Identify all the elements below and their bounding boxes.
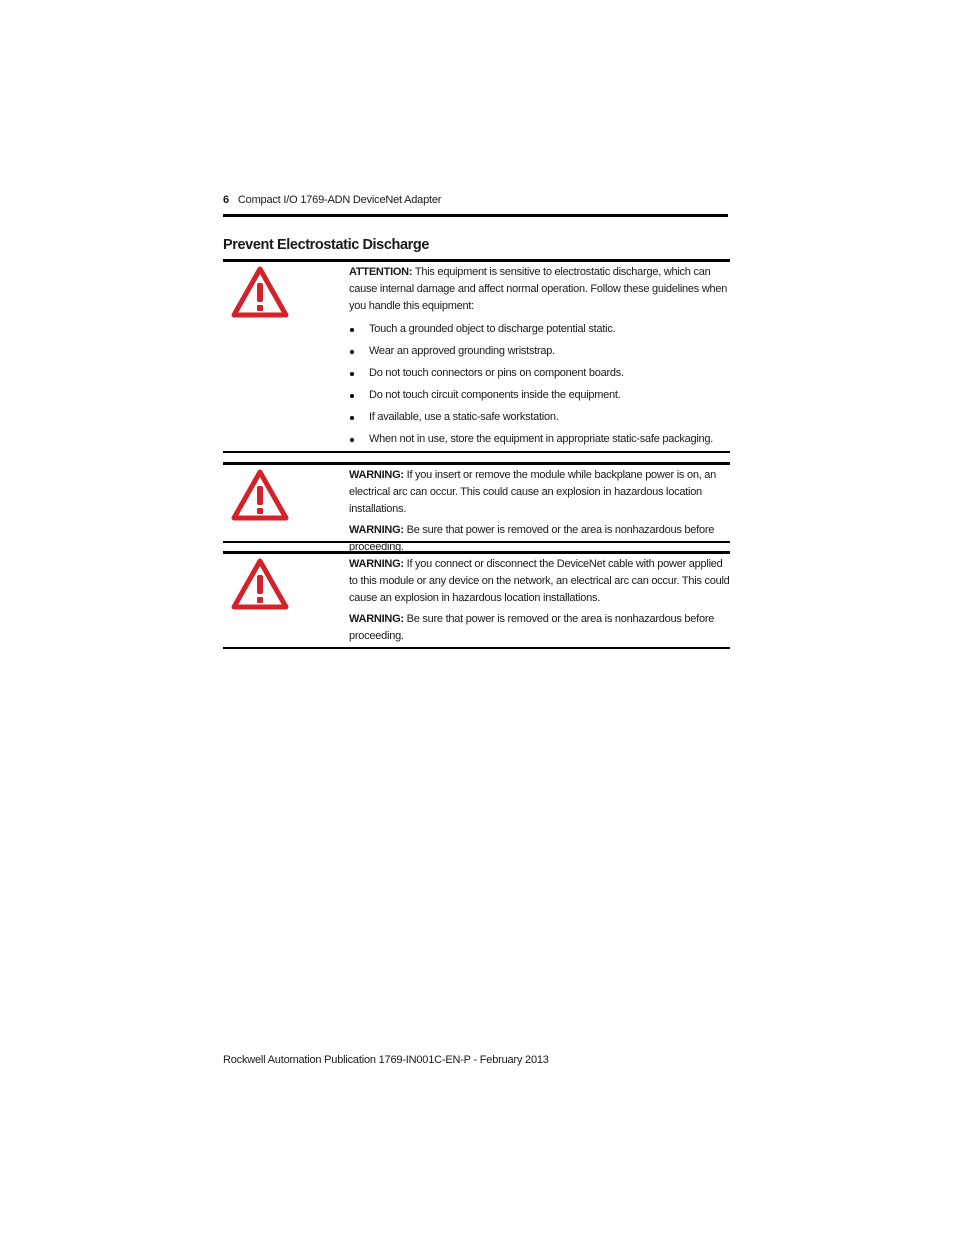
attention-label: ATTENTION:: [349, 266, 413, 278]
list-item: When not in use, store the equipment in appropriate static-safe packaging.: [349, 431, 730, 453]
attention-text: This equipment is sensitive to electrostatic discharge, which can cause internal damage and affect normal operation. Follow these guidelines when you handle this equipment:: [349, 266, 728, 312]
list-item: Touch a grounded object to discharge potential static.: [349, 321, 730, 343]
warning-text: If you insert or remove the module while backplane power is on, an electrical arc can occur. This could cause an explosion in hazardous location installations.: [349, 469, 717, 515]
devicenet-warning-body: [349, 556, 730, 649]
warning-triangle-icon: [231, 266, 289, 318]
page-header: [223, 192, 728, 208]
attention-paragraph: [349, 264, 730, 315]
list-item: If available, use a static-safe workstation.: [349, 409, 730, 431]
page-number: 6: [223, 194, 229, 206]
warning-triangle-icon: [231, 558, 289, 610]
warning-triangle-icon: [231, 469, 289, 521]
warning-text: Be sure that power is removed or the area is nonhazardous before proceeding.: [349, 524, 715, 553]
list-item: Do not touch circuit components inside the equipment.: [349, 387, 730, 409]
backplane-warning-notice: [223, 462, 730, 553]
warning-label: WARNING:: [349, 613, 404, 625]
warning-label: WARNING:: [349, 524, 404, 536]
esd-guidelines-list: [349, 321, 730, 453]
section-title: Prevent Electrostatic Discharge: [223, 237, 429, 253]
backplane-warning-body: [349, 467, 730, 560]
warning-label: WARNING:: [349, 469, 404, 481]
warning-text: If you connect or disconnect the DeviceNet cable with power applied to this module or any device on the network, an electrical arc can occur. This could cause an explosion in hazardous location installations.: [349, 558, 730, 604]
document-title: Compact I/O 1769-ADN DeviceNet Adapter: [237, 194, 442, 206]
page-footer: Rockwell Automation Publication 1769-IN001C-EN-P - February 2013: [223, 1054, 549, 1066]
warning-paragraph: [349, 467, 730, 518]
list-item: Do not touch connectors or pins on component boards.: [349, 365, 730, 387]
attention-notice: [223, 259, 730, 453]
devicenet-warning-notice: [223, 551, 730, 649]
warning-paragraph: [349, 611, 730, 645]
warning-text: Be sure that power is removed or the area is nonhazardous before proceeding.: [349, 613, 715, 642]
warning-paragraph: [349, 556, 730, 607]
warning-label: WARNING:: [349, 558, 404, 570]
attention-body: [349, 264, 730, 453]
list-item: Wear an approved grounding wriststrap.: [349, 343, 730, 365]
header-rule: [223, 214, 728, 217]
